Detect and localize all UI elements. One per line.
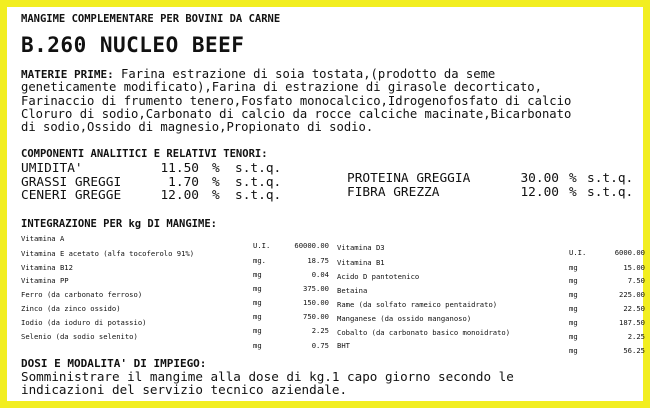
analytical-name: CENERI GREGGE	[21, 188, 122, 203]
supplement-name: Vitamina B1	[337, 258, 385, 267]
supplement-name: Cobalto (da carbonato basico monoidrato)	[337, 328, 511, 337]
analytical-unit: s.t.q.	[235, 161, 282, 176]
supplement-value: 150.00	[303, 298, 329, 307]
ingredients-line-5: di sodio,Ossido di magnesio,Propionato di sodio.	[21, 120, 374, 134]
supplement-value: 750.00	[303, 312, 329, 321]
supplement-name: Acido D pantotenico	[337, 272, 420, 281]
analytical-name: UMIDITA'	[21, 161, 83, 176]
supplement-value: 225.00	[619, 290, 645, 299]
supplement-name: Vitamina A	[21, 234, 65, 243]
analytical-value: 30.00	[520, 171, 559, 186]
supplement-unit: mg.	[253, 256, 266, 265]
analytical-name: GRASSI GREGGI	[21, 175, 122, 190]
ingredients-text-1: Farina estrazione di soia tostata,(prodotto da seme	[113, 67, 496, 81]
analytical-name: FIBRA GREZZA	[347, 185, 440, 200]
supplement-name: Vitamina B12	[21, 263, 73, 272]
supplement-heading: INTEGRAZIONE PER kg DI MANGIME:	[21, 218, 217, 230]
ingredients-line-3: Farinaccio di frumento tenero,Fosfato monocalcico,Idrogenofosfato di calcio	[21, 94, 572, 108]
analytical-heading: COMPONENTI ANALITICI E RELATIVI TENORI:	[21, 148, 268, 160]
ingredients-line-4: Cloruro di sodio,Carbonato di calcio da rocce calciche macinate,Bicarbonato	[21, 107, 572, 121]
supplement-value: 22.50	[623, 304, 645, 313]
supplement-value: 6000.00	[614, 248, 645, 257]
supplement-value: 7.50	[627, 276, 645, 285]
analytical-unit: s.t.q.	[235, 175, 282, 190]
supplement-name: Manganese (da ossido manganoso)	[337, 314, 472, 323]
ingredients-line-2: geneticamente modificato),Farina di estrazione di girasole decorticato,	[21, 80, 542, 94]
supplement-unit: mg	[569, 304, 578, 313]
supplement-name: Iodio (da ioduro di potassio)	[21, 318, 147, 327]
supplement-unit: mg	[253, 326, 262, 335]
supplement-name: Rame (da solfato rameico pentaidrato)	[337, 300, 498, 309]
supplement-unit: mg	[569, 276, 578, 285]
supplement-value: 2.25	[627, 332, 645, 341]
analytical-unit: s.t.q.	[235, 188, 282, 203]
supplement-unit: mg	[569, 290, 578, 299]
supplement-unit: U.I.	[253, 241, 271, 250]
supplement-value: 60000.00	[294, 241, 329, 250]
supplement-value: 18.75	[307, 256, 329, 265]
analytical-value: 12.00	[160, 188, 199, 203]
supplement-unit: mg	[253, 312, 262, 321]
supplement-value: 187.50	[619, 318, 645, 327]
supplement-name: Selenio (da sodio selenito)	[21, 332, 138, 341]
dosage-line-2: indicazioni del servizio tecnico aziendale.	[21, 382, 348, 397]
supplement-name: Betaina	[337, 286, 368, 295]
supplement-unit: U.I.	[569, 248, 587, 257]
supplement-value: 2.25	[311, 326, 329, 335]
supplement-value: 56.25	[623, 346, 645, 355]
supplement-name: Ferro (da carbonato ferroso)	[21, 290, 143, 299]
supplement-value: 375.00	[303, 284, 329, 293]
analytical-value: 1.70	[168, 175, 199, 190]
supplement-unit: mg	[253, 341, 262, 350]
supplement-name: Vitamina E acetato (alfa tocoferolo 91%)	[21, 249, 195, 258]
supplement-unit: mg	[569, 332, 578, 341]
dosage-line-1: Somministrare il mangime alla dose di kg.1 capo giorno secondo le	[21, 369, 514, 384]
supplement-value: 0.75	[311, 341, 329, 350]
supplement-value: 0.04	[311, 270, 329, 279]
dosage-heading: DOSI E MODALITA' DI IMPIEGO:	[21, 357, 207, 370]
supplement-unit: mg	[569, 346, 578, 355]
supplement-name: Zinco (da zinco ossido)	[21, 304, 121, 313]
supplement-unit: mg	[569, 318, 578, 327]
supplement-unit: mg	[253, 298, 262, 307]
supplement-unit: mg	[569, 263, 578, 272]
analytical-value: 12.00	[520, 185, 559, 200]
analytical-percent: %	[569, 185, 577, 200]
supplement-unit: mg	[253, 284, 262, 293]
supplement-name: BHT	[337, 341, 350, 350]
product-title: B.260 NUCLEO BEEF	[21, 33, 245, 57]
analytical-percent: %	[212, 188, 220, 203]
analytical-percent: %	[212, 161, 220, 176]
analytical-value: 11.50	[160, 161, 199, 176]
analytical-percent: %	[212, 175, 220, 190]
analytical-percent: %	[569, 171, 577, 186]
supplement-value: 15.00	[623, 263, 645, 272]
ingredients-label: MATERIE PRIME:	[21, 68, 114, 81]
analytical-unit: s.t.q.	[587, 185, 634, 200]
label-header: MANGIME COMPLEMENTARE PER BOVINI DA CARNE	[21, 13, 281, 25]
supplement-name: Vitamina D3	[337, 243, 385, 252]
analytical-unit: s.t.q.	[587, 171, 634, 186]
supplement-name: Vitamina PP	[21, 276, 69, 285]
analytical-name: PROTEINA GREGGIA	[347, 171, 471, 186]
supplement-unit: mg	[253, 270, 262, 279]
